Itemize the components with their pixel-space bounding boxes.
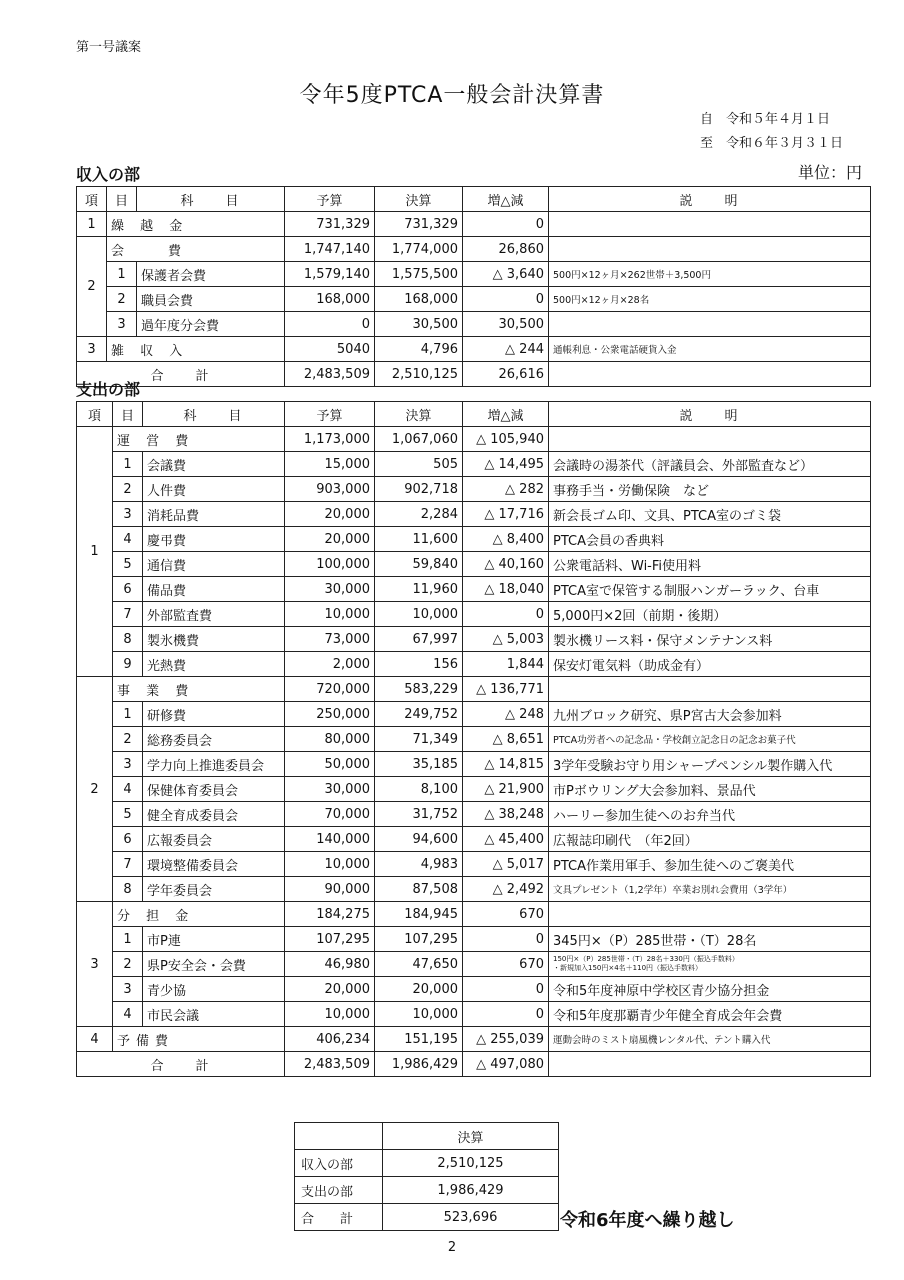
row-diff: △ 282 [463,477,549,502]
row-diff: △ 8,400 [463,527,549,552]
row-moku: 3 [113,502,143,527]
row-budget: 10,000 [285,602,375,627]
total-actual: 2,510,125 [375,362,463,387]
row-actual: 168,000 [375,287,463,312]
summary-label: 収入の部 [295,1150,383,1177]
total-label: 合 計 [77,1052,285,1077]
table-row [77,337,871,362]
row-moku: 5 [113,802,143,827]
agenda-label: 第一号議案 [76,40,142,55]
row-name: 県P安全会・会費 [143,952,285,977]
row-moku: 1 [113,702,143,727]
row-budget: 1,747,140 [285,237,375,262]
row-moku: 8 [113,877,143,902]
row-actual: 31,752 [375,802,463,827]
row-kou: 2 [77,237,107,337]
row-diff: △ 255,039 [463,1027,549,1052]
row-diff: △ 21,900 [463,777,549,802]
row-budget: 70,000 [285,802,375,827]
row-actual: 47,650 [375,952,463,977]
table-row [77,237,871,262]
row-actual: 87,508 [375,877,463,902]
row-diff: △ 2,492 [463,877,549,902]
row-budget: 30,000 [285,577,375,602]
row-name: 通信費 [143,552,285,577]
row-name: 予備費 [113,1027,285,1052]
table-row [77,1027,871,1052]
row-moku: 2 [113,952,143,977]
table-row [77,212,871,237]
row-name: 消耗品費 [143,502,285,527]
row-budget: 90,000 [285,877,375,902]
row-note: 文具プレゼント（1,2学年）卒業お別れ会費用（3学年） [549,877,871,902]
row-diff: 0 [463,602,549,627]
row-actual: 10,000 [375,1002,463,1027]
row-diff: 26,860 [463,237,549,262]
row-name: 市P連 [143,927,285,952]
row-actual: 94,600 [375,827,463,852]
row-actual: 35,185 [375,752,463,777]
row-note: 新会長ゴム印、文具、PTCA室のゴミ袋 [549,502,871,527]
row-diff: △ 5,017 [463,852,549,877]
total-label: 合 計 [77,362,285,387]
row-diff: 670 [463,952,549,977]
row-name: 学年委員会 [143,877,285,902]
period [700,108,843,156]
row-note: 広報誌印刷代 （年2回） [549,827,871,852]
row-diff: △ 45,400 [463,827,549,852]
row-budget: 406,234 [285,1027,375,1052]
row-diff: △ 136,771 [463,677,549,702]
row-name: 繰 越 金 [107,212,285,237]
row-budget: 15,000 [285,452,375,477]
row-note: 令和5年度神原中学校区青少協分担金 [549,977,871,1002]
row-actual: 71,349 [375,727,463,752]
table-row [77,977,871,1002]
header-actual: 決算 [375,402,463,427]
table-row [77,827,871,852]
row-diff: △ 5,003 [463,627,549,652]
header-moku: 目 [107,187,137,212]
row-note: 市Pボウリング大会参加料、景品代 [549,777,871,802]
summary-header-row [295,1123,559,1150]
expense-heading: 支出の部 [76,380,141,399]
row-note [549,902,871,927]
row-budget: 46,980 [285,952,375,977]
row-note: 会議時の湯茶代（評議員会、外部監査など） [549,452,871,477]
table-row [77,877,871,902]
summary-header: 決算 [383,1123,559,1150]
row-budget: 30,000 [285,777,375,802]
total-diff: 26,616 [463,362,549,387]
row-moku: 4 [113,1002,143,1027]
row-name: 分 担 金 [113,902,285,927]
row-diff: 0 [463,1002,549,1027]
row-moku: 2 [113,477,143,502]
total-note [549,362,871,387]
row-name: 広報委員会 [143,827,285,852]
carry-over-label: 令和6年度へ繰り越し [560,1210,735,1231]
row-name: 過年度分会費 [137,312,285,337]
row-note [549,677,871,702]
row-moku: 4 [113,777,143,802]
row-note: 保安灯電気料（助成金有） [549,652,871,677]
row-moku: 3 [113,752,143,777]
row-budget: 168,000 [285,287,375,312]
row-actual: 30,500 [375,312,463,337]
header-item: 科 目 [143,402,285,427]
header-budget: 予算 [285,402,375,427]
row-note: PTCA室で保管する制服ハンガーラック、台車 [549,577,871,602]
table-row [77,452,871,477]
total-diff: △ 497,080 [463,1052,549,1077]
table-row [77,902,871,927]
header-item: 科 目 [137,187,285,212]
table-row [77,852,871,877]
row-budget: 250,000 [285,702,375,727]
expense-header-row [77,402,871,427]
row-name: 保健体育委員会 [143,777,285,802]
row-note [549,237,871,262]
total-note [549,1052,871,1077]
row-name: 会 費 [107,237,285,262]
row-budget: 80,000 [285,727,375,752]
row-budget: 903,000 [285,477,375,502]
row-actual: 156 [375,652,463,677]
row-actual: 249,752 [375,702,463,727]
header-actual: 決算 [375,187,463,212]
total-actual: 1,986,429 [375,1052,463,1077]
row-diff: △ 14,815 [463,752,549,777]
row-budget: 73,000 [285,627,375,652]
expense-total-row [77,1052,871,1077]
row-note: 5,000円×2回（前期・後期） [549,602,871,627]
row-moku: 5 [113,552,143,577]
row-note: 通帳利息・公衆電話硬貨入金 [549,337,871,362]
table-row [77,702,871,727]
row-actual: 505 [375,452,463,477]
row-diff: 0 [463,287,549,312]
row-moku: 1 [113,452,143,477]
row-note: 3学年受験お守り用シャープペンシル製作購入代 [549,752,871,777]
summary-value: 523,696 [383,1204,559,1231]
income-total-row [77,362,871,387]
row-note: 運動会時のミスト扇風機レンタル代、テント購入代 [549,1027,871,1052]
row-note: ハーリー参加生徒へのお弁当代 [549,802,871,827]
income-header-row [77,187,871,212]
row-note: 500円×12ヶ月×262世帯＋3,500円 [549,262,871,287]
row-note [549,212,871,237]
row-actual: 4,983 [375,852,463,877]
row-moku: 1 [113,927,143,952]
row-note: 九州ブロック研究、県P宮古大会参加料 [549,702,871,727]
row-moku: 3 [113,977,143,1002]
row-name: 職員会費 [137,287,285,312]
period-to: 至 令和６年３月３１日 [700,136,844,151]
row-note-line: 150円×（P）285世帯・（T）28名＋330円（振込手数料） [553,955,739,963]
summary-value: 1,986,429 [383,1177,559,1204]
table-row [77,1002,871,1027]
income-heading: 収入の部 [76,165,141,184]
income-table [76,186,871,387]
row-name: 保護者会費 [137,262,285,287]
table-row [77,777,871,802]
row-moku: 8 [113,627,143,652]
header-moku: 目 [113,402,143,427]
row-kou: 4 [77,1027,113,1052]
row-diff: △ 244 [463,337,549,362]
table-row [77,952,871,977]
row-actual: 11,600 [375,527,463,552]
row-budget: 20,000 [285,527,375,552]
table-row [77,527,871,552]
row-kou: 3 [77,902,113,1027]
row-diff: △ 38,248 [463,802,549,827]
row-diff: △ 248 [463,702,549,727]
row-note: 令和5年度那覇青少年健全育成会年会費 [549,1002,871,1027]
row-moku: 4 [113,527,143,552]
total-budget: 2,483,509 [285,362,375,387]
row-name: 運 営 費 [113,427,285,452]
row-budget: 1,579,140 [285,262,375,287]
row-budget: 100,000 [285,552,375,577]
header-kou: 項 [77,402,113,427]
row-budget: 20,000 [285,977,375,1002]
row-name: 雑 収 入 [107,337,285,362]
row-name: 慶弔費 [143,527,285,552]
header-budget: 予算 [285,187,375,212]
row-actual: 902,718 [375,477,463,502]
row-note: 製氷機リース料・保守メンテナンス料 [549,627,871,652]
row-actual: 20,000 [375,977,463,1002]
row-budget: 720,000 [285,677,375,702]
table-row [77,427,871,452]
row-moku: 6 [113,577,143,602]
row-actual: 107,295 [375,927,463,952]
summary-row [295,1177,559,1204]
row-diff: △ 8,651 [463,727,549,752]
row-budget: 140,000 [285,827,375,852]
header-diff: 増△減 [463,187,549,212]
header-note: 説 明 [549,402,871,427]
summary-value: 2,510,125 [383,1150,559,1177]
total-budget: 2,483,509 [285,1052,375,1077]
row-budget: 10,000 [285,1002,375,1027]
summary-label: 合 計 [295,1204,383,1231]
unit-label: 単位：円 [798,163,863,182]
table-row [77,577,871,602]
row-note [549,427,871,452]
row-name: 学力向上推進委員会 [143,752,285,777]
summary-table [294,1122,559,1231]
table-row [77,502,871,527]
row-actual: 10,000 [375,602,463,627]
row-budget: 20,000 [285,502,375,527]
row-kou: 2 [77,677,113,902]
row-diff: 0 [463,212,549,237]
row-note: PTCA作業用軍手、参加生徒へのご褒美代 [549,852,871,877]
expense-table [76,401,871,1077]
row-name: 青少協 [143,977,285,1002]
summary-row [295,1150,559,1177]
row-diff: △ 18,040 [463,577,549,602]
row-note: PTCA会員の香典料 [549,527,871,552]
header-note: 説 明 [549,187,871,212]
row-kou: 1 [77,212,107,237]
row-budget: 50,000 [285,752,375,777]
row-actual: 2,284 [375,502,463,527]
row-actual: 4,796 [375,337,463,362]
row-name: 健全育成委員会 [143,802,285,827]
summary-row [295,1204,559,1231]
row-actual: 11,960 [375,577,463,602]
row-diff: △ 40,160 [463,552,549,577]
row-diff: △ 17,716 [463,502,549,527]
row-note: 500円×12ヶ月×28名 [549,287,871,312]
row-actual: 184,945 [375,902,463,927]
row-name: 会議費 [143,452,285,477]
table-row [77,477,871,502]
row-note [549,952,871,977]
table-row [77,652,871,677]
row-moku: 2 [107,287,137,312]
row-note [549,312,871,337]
summary-blank [295,1123,383,1150]
row-kou: 1 [77,427,113,677]
row-note-line: ・新規加入150円×4名＋110円（振込手数料） [553,964,703,972]
table-row [77,752,871,777]
row-budget: 184,275 [285,902,375,927]
row-note: 事務手当・労働保険 など [549,477,871,502]
row-actual: 151,195 [375,1027,463,1052]
row-name: 製氷機費 [143,627,285,652]
table-row [77,802,871,827]
row-actual: 583,229 [375,677,463,702]
row-moku: 7 [113,852,143,877]
header-diff: 増△減 [463,402,549,427]
row-moku: 6 [113,827,143,852]
row-diff: 1,844 [463,652,549,677]
row-name: 総務委員会 [143,727,285,752]
row-budget: 731,329 [285,212,375,237]
row-budget: 0 [285,312,375,337]
row-note: 345円×（P）285世帯・（T）28名 [549,927,871,952]
row-moku: 9 [113,652,143,677]
row-actual: 67,997 [375,627,463,652]
row-budget: 5040 [285,337,375,362]
table-row [77,927,871,952]
row-name: 人件費 [143,477,285,502]
table-row [77,262,871,287]
row-note: 公衆電話料、Wi-Fi使用料 [549,552,871,577]
row-budget: 1,173,000 [285,427,375,452]
row-diff: △ 3,640 [463,262,549,287]
table-row [77,677,871,702]
table-row [77,312,871,337]
row-budget: 2,000 [285,652,375,677]
row-moku: 3 [107,312,137,337]
row-note: PTCA功労者への記念品・学校創立記念日の記念お菓子代 [549,727,871,752]
row-actual: 59,840 [375,552,463,577]
table-row [77,287,871,312]
row-diff: 0 [463,977,549,1002]
page-title: 令年5度PTCA一般会計決算書 [299,83,605,108]
table-row [77,602,871,627]
row-moku: 1 [107,262,137,287]
row-name: 市民会議 [143,1002,285,1027]
row-name: 外部監査費 [143,602,285,627]
row-budget: 107,295 [285,927,375,952]
table-row [77,627,871,652]
row-diff: △ 14,495 [463,452,549,477]
period-from: 自 令和５年４月１日 [700,112,831,127]
table-row [77,552,871,577]
expense-body [77,427,871,1052]
row-actual: 1,575,500 [375,262,463,287]
page-number: 2 [447,1240,457,1255]
row-actual: 1,067,060 [375,427,463,452]
row-kou: 3 [77,337,107,362]
row-diff: 670 [463,902,549,927]
row-name: 研修費 [143,702,285,727]
row-diff: 30,500 [463,312,549,337]
summary-label: 支出の部 [295,1177,383,1204]
row-budget: 10,000 [285,852,375,877]
row-name: 光熱費 [143,652,285,677]
row-name: 事 業 費 [113,677,285,702]
row-moku: 2 [113,727,143,752]
row-actual: 1,774,000 [375,237,463,262]
row-diff: △ 105,940 [463,427,549,452]
header-kou: 項 [77,187,107,212]
row-name: 環境整備委員会 [143,852,285,877]
row-moku: 7 [113,602,143,627]
row-actual: 8,100 [375,777,463,802]
row-diff: 0 [463,927,549,952]
table-row [77,727,871,752]
row-actual: 731,329 [375,212,463,237]
row-name: 備品費 [143,577,285,602]
